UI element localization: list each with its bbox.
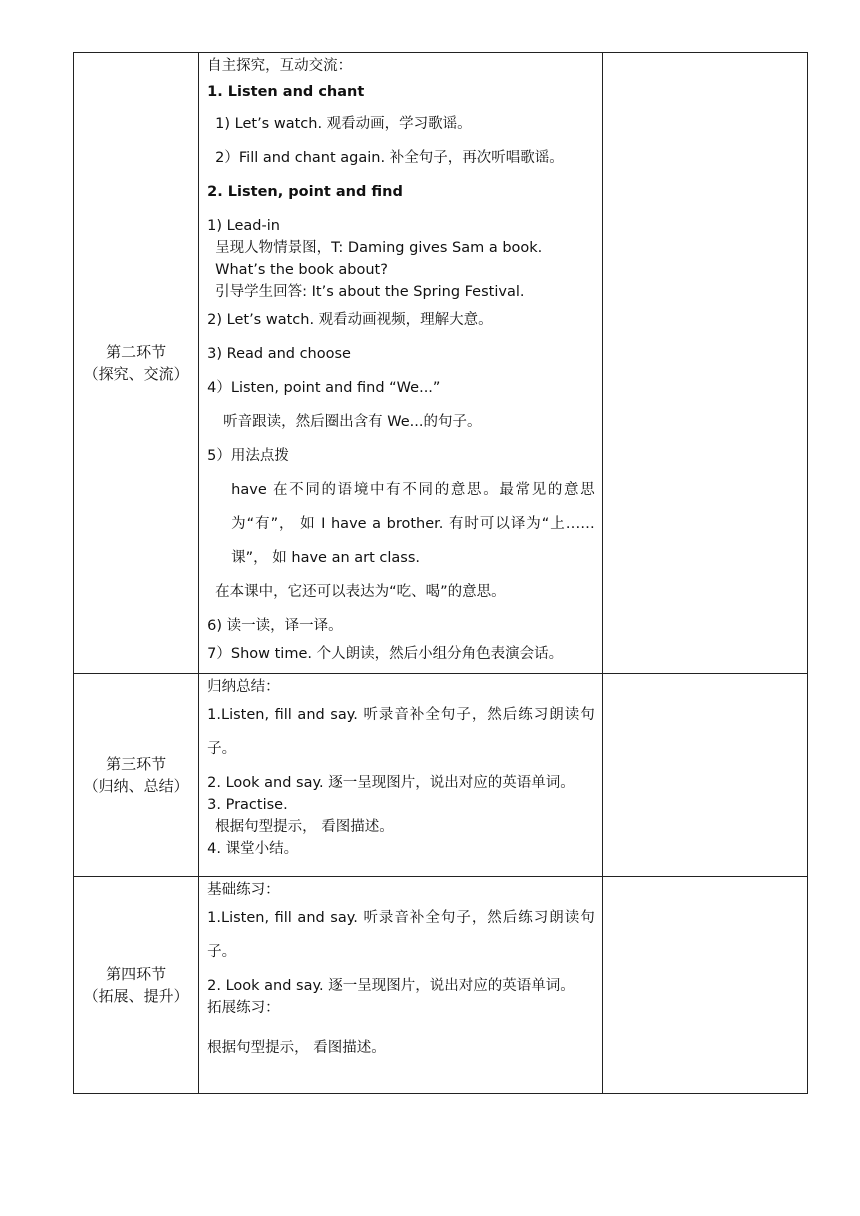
notes-cell: [602, 674, 807, 877]
stage-title: 第四环节: [106, 965, 167, 983]
content-line: 4）Listen, point and find “We...”: [207, 380, 441, 396]
content-line: 1. Listen and chant: [207, 84, 365, 100]
content-line: 1) Let’s watch. 观看动画，学习歌谣。: [215, 116, 472, 132]
content-line: 6) 读一读，译一译。: [207, 618, 343, 634]
content-line: 5）用法点拨: [207, 448, 289, 464]
stage-title: 第二环节: [106, 343, 167, 361]
stage-subtitle: （探究、交流）: [83, 365, 189, 383]
content-line: 引导学生回答: It’s about the Spring Festival.: [215, 284, 525, 300]
content-line: 3. Practise.: [207, 797, 288, 813]
content-line: 归纳总结：: [207, 679, 280, 695]
lesson-plan-table: [73, 52, 808, 1094]
stage-title: 第三环节: [106, 755, 167, 773]
content-line: 呈现人物情景图，T: Daming gives Sam a book. What’s the book about?: [215, 240, 543, 278]
content-line: 7）Show time. 个人朗读，然后小组分角色表演会话。: [207, 646, 564, 662]
content-line: 2) Let’s watch. 观看动画视频，理解大意。: [207, 312, 493, 328]
content-line: 2. Look and say. 逐一呈现图片，说出对应的英语单词。: [207, 775, 575, 791]
content-line: 1) Lead-in: [207, 218, 280, 234]
notes-cell: [602, 877, 807, 1094]
table-row: [74, 674, 808, 877]
content-line: 2）Fill and chant again. 补全句子，再次听唱歌谣。: [215, 150, 564, 166]
notes-cell: [602, 53, 807, 674]
table-row: [74, 877, 808, 1094]
content-line: 1.Listen, fill and say. 听录音补全句子，然后练习朗读句子。: [207, 707, 595, 757]
stage-subtitle: （归纳、总结）: [83, 777, 189, 795]
content-line: 拓展练习：: [207, 1000, 280, 1016]
stage-cell: [74, 674, 199, 877]
content-line: 自主探究，互动交流：: [207, 58, 353, 74]
content-line: 2. Listen, point and find: [207, 184, 403, 200]
content-cell: [199, 53, 603, 674]
content-line: 1.Listen, fill and say. 听录音补全句子，然后练习朗读句子。: [207, 910, 595, 960]
stage-cell: [74, 877, 199, 1094]
content-line: 听音跟读，然后圈出含有 We...的句子。: [223, 414, 482, 430]
content-line: 在本课中，它还可以表达为“吃、喝”的意思。: [215, 584, 506, 600]
content-line: 2. Look and say. 逐一呈现图片，说出对应的英语单词。: [207, 978, 575, 994]
table-row: [74, 53, 808, 674]
content-line: 4. 课堂小结。: [207, 841, 299, 857]
content-cell: [199, 674, 603, 877]
content-line: have 在不同的语境中有不同的意思。最常见的意思为“有”， 如 I have a brother. 有时可以译为“上……课”， 如 have an art class.: [231, 482, 595, 566]
content-line: 3) Read and choose: [207, 346, 351, 362]
stage-subtitle: （拓展、提升）: [83, 987, 189, 1005]
content-cell: [199, 877, 603, 1094]
stage-cell: [74, 53, 199, 674]
content-line: 根据句型提示， 看图描述。: [215, 819, 394, 835]
content-line: 基础练习：: [207, 882, 280, 898]
content-line: 根据句型提示， 看图描述。: [207, 1040, 386, 1056]
